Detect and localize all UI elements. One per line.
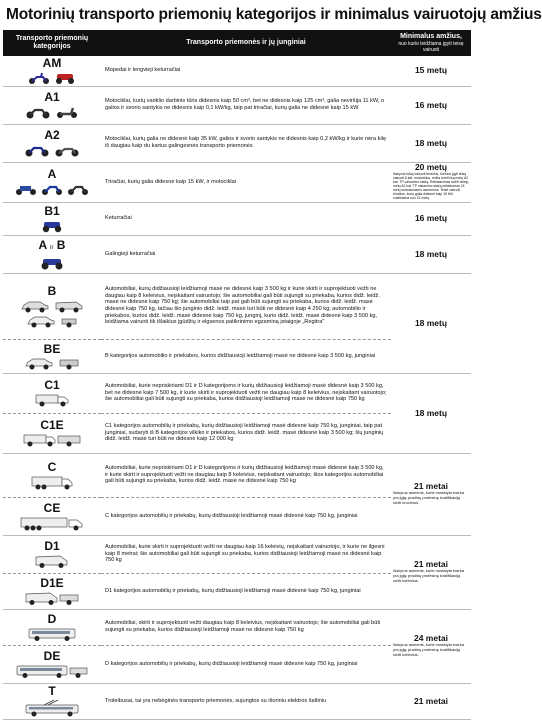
row-age: 18 metų [391, 124, 471, 162]
category-code: A [38, 237, 47, 252]
row-age-note: Išskyrus asmenis, kurie nustatyta tvarka yra įgiję pradinę profesinę kvalifikaciją vežti keleivius. [393, 568, 464, 584]
table-row [3, 235, 471, 273]
light-truck-icon [34, 394, 70, 407]
row-age-note: Išskyrus tokią vairuoti triračius, kuriuos įgyti teisę vairuoti A kat. motociklus, reikia turėti ilsą metų A2 kat. TP vairavimo stažą. Reikalavimas turėti dviejų metų A2 kat. TP vairavimo stažą netaikomas 24 metų sulaukusiems asmenims. Teisė vairuoti triračius, kurių galia didesnė kaip 15 kW, suteikiama nuo 21 metų. [393, 171, 469, 200]
row-description: Motociklai, kurių variklio darbinis tūris didesnis kaip 50 cm³, bet ne didesnis kaip 125 cm³, galia neviršija 11 kW, o galios ir svorio santykis ne didesnis kaip 0,1 kW/kg, taip pat triračiai, kurių galia ne didesnė kaip 15 kW [101, 86, 391, 124]
row-age: 18 metų [391, 373, 471, 453]
category-code: A1 [44, 90, 60, 104]
trolleybus-icon [24, 700, 80, 717]
categories-table [3, 30, 471, 720]
quad-icon [39, 257, 65, 270]
row-age: 16 metų [391, 202, 471, 235]
bus-trailer-icon [15, 665, 89, 678]
category-code: A [47, 167, 57, 181]
quad-icon [54, 72, 76, 84]
row-description: C kategorijos automobilių ir priekabų, kurių didžiausioji leidžiamoji masė didesnė kaip 750 kg, junginiai [101, 497, 391, 535]
trailer-icon [58, 358, 80, 370]
category-code: D [47, 612, 57, 626]
table-row [3, 273, 471, 339]
table-row [3, 86, 471, 124]
scooter-icon [55, 106, 79, 119]
category-code: D1 [44, 539, 60, 553]
table-row [3, 373, 471, 413]
row-description: Keturračiai [101, 202, 391, 235]
row-age-note: Išskyrus asmenis, kurie nustatyta tvarka yra įgiję pradinę profesinę kvalifikaciją vežti krovinius. [393, 490, 464, 506]
row-age: 16 metų [391, 86, 471, 124]
table-row [3, 124, 471, 162]
category-connector: ir [50, 244, 54, 251]
row-description: Automobiliai, kurių didžiausioji leidžiamoji masė ne didesnė kaip 3 500 kg ir kurie skirti ir suprojektuoti vežti ne daugiau kaip 8 keleivius, neįskaitant vairuotojo; šie automobiliai gali būti sujungti su priekaba, kurios didž. leidž. masė ne didesnė kaip 750 kg; šie automobiliai taip pat gali būti sujungti su priekaba, kurios didž. leidž. masė didesnė kaip 750 kg, tačiau šio junginio didž. leidž. masė turi būti ne didesnė kaip 4 250 kg; automobilio ir priekabos, kurios didž. leidž. masė didesnė kaip 750 kg, junginį, kurio didž. leidž. masė didesnė kaip 3 500 kg, leidžiama vairuoti tik išlaikius įgūdžių ir elgsenos patikrinimo egzaminą įstaigoje „Regitra" [101, 273, 391, 339]
minibus-trailer-icon [24, 592, 80, 605]
row-description: D1 kategorijos automobilių ir priekabų, kurių didžiausioji leidžiamoji masė didesnė kaip 750 kg, junginiai [101, 573, 391, 609]
table-row [3, 162, 471, 202]
trike-icon [15, 183, 37, 196]
row-description: Galingieji keturračiai [101, 235, 391, 273]
table-row [3, 56, 471, 86]
table-header [3, 30, 471, 56]
category-code: AM [42, 56, 62, 71]
row-age: 24 metai [413, 632, 449, 643]
header-vehicles: Transporto priemonės ir jų junginiai [101, 30, 391, 56]
row-description: Automobiliai, skirti ir suprojektuoti vežti daugiau kaip 8 keleivius, neįskaitant vairuotojo; šie automobiliai gali būti sujungti su priekaba, kurios didžiausioji leidžiamoji masė ne didesnė kaip 750 kg [101, 609, 391, 645]
row-description: Automobiliai, kurie skirti ir suprojektuoti vežti ne daugiau kaip 16 keleivių, neįskaitant vairuotojo, ir kurie ne ilgesni kaip 8 metrai; šie automobiliai gali būti sujungti su priekaba, kurios didžiausioji leidžiamoji masė ne didesnė kaip 750 kg [101, 535, 391, 573]
row-description: C1 kategorijos automobilių ir priekabų, kurių didžiausioji leidžiamoji masė didesnė kaip 750 kg, junginiai, taip pat junginiai, sudaryti iš B kategorijos vilkiko ir priekabos, kurios didž. leidž. masė didesnė kaip 3 500 kg; šių junginių didž. leidž. masė turi būti ne didesnė kaip 12 000 kg [101, 413, 391, 453]
row-age: 18 metų [391, 273, 471, 373]
category-code: B [56, 237, 66, 252]
row-age: 21 metai [413, 558, 449, 569]
car-icon [20, 300, 50, 313]
header-min-age: Minimalus amžius, nuo kurio leidžiama įgyti teisę vairuoti [391, 30, 471, 56]
row-age-note: Išskyrus asmenis, kurie nustatyta tvarka yra įgiję pradinę profesinę kvalifikaciją vežti keleivius. [393, 642, 464, 658]
row-description: Mopedai ir lengvieji keturračiai [101, 56, 391, 86]
category-code: B [47, 283, 57, 298]
category-code: A2 [44, 128, 60, 142]
row-description: D kategorijos automobilių ir priekabų, kurių didžiausioji leidžiamoji masė didesnė kaip 750 kg, junginiai [101, 645, 391, 683]
category-code: DE [43, 649, 61, 663]
motorcycle-icon [25, 106, 51, 119]
semi-truck-icon [19, 517, 85, 531]
motorcycle-icon [67, 183, 89, 196]
row-age: 15 metų [391, 56, 471, 86]
table-row [3, 202, 471, 235]
category-code: D1E [40, 576, 64, 590]
quad-icon [40, 220, 64, 233]
cruiser-icon [54, 144, 80, 157]
row-description: Automobiliai, kurie nepriskiriami D1 ir D kategorijoms ir kurių didžiausioji leidžiamoji masė didesnė kaip 3 500 kg, bet ne didesnė kaip 7 500 kg, ir kurie skirti ir suprojektuoti vežti ne daugiau kaip 8 keleivius, neįskaitant vairuotojo; šie automobiliai gali būti sujungti su priekaba, kurios didžiausioji leidžiamoji masė ne didesnė kaip 750 kg [101, 373, 391, 413]
row-description: Motociklai, kurių galia ne didesnė kaip 35 kW, galios ir svorio santykis ne didesnis kaip 0,2 kW/kg ir kurie nėra kilę iš daugiau kaip du kartus galingesnės transporto priemonės [101, 124, 391, 162]
row-description: Automobiliai, kurie nepriskiriami D1 ir D kategorijoms ir kurių didžiausioji leidžiamoji masė didesnė kaip 3 500 kg, ir kurie skirti ir suprojektuoti vežti ne daugiau kaip 8 keleivius, neįskaitant vairuotojo; šios kategorijos automobiliai gali būti sujungti su priekaba, kurios didž. leidž. masė ne didesnė kaip 750 kg [101, 453, 391, 497]
row-age: 21 metai [413, 480, 449, 491]
row-age: 18 metų [391, 235, 471, 273]
row-age: 20 metų [414, 162, 448, 173]
category-code: C [47, 459, 57, 474]
van-icon [54, 300, 84, 313]
page-title: Motorinių transporto priemonių kategorijos ir minimalus vairuotojų amžius [6, 6, 542, 23]
motorcycle-icon [41, 183, 63, 196]
moped-icon [28, 72, 50, 84]
row-description: Troleibusai, tai yra nebėginės transporto priemonės, sujungtos su išoriniu elektros šaltiniu [101, 683, 391, 719]
category-code: BE [43, 341, 61, 356]
header-category: Transporto priemonių kategorijos [3, 30, 101, 56]
car-icon [26, 315, 56, 328]
bus-icon [27, 628, 77, 641]
category-code: C1 [44, 378, 60, 392]
car-icon [24, 358, 54, 370]
truck-trailer-icon [22, 434, 82, 447]
row-age: 21 metai [391, 683, 471, 719]
minibus-icon [34, 555, 70, 568]
category-code: T [48, 684, 56, 698]
table-row [3, 609, 471, 645]
category-code: B1 [44, 203, 60, 218]
motorcycle-icon [24, 144, 50, 157]
row-description: B kategorijos automobilio ir priekabos, kurios didžiausioji leidžiamoji masė ne didesnė kaip 3 500 kg, junginiai [101, 339, 391, 373]
trailer-icon [60, 315, 78, 328]
table-row [3, 453, 471, 497]
truck-icon [30, 476, 74, 490]
category-code: C1E [40, 418, 64, 432]
category-code: CE [43, 500, 61, 515]
table-row [3, 683, 471, 719]
row-description: Triračiai, kurių galia didesnė kaip 15 kW, ir motociklai [101, 162, 391, 202]
table-row [3, 535, 471, 573]
